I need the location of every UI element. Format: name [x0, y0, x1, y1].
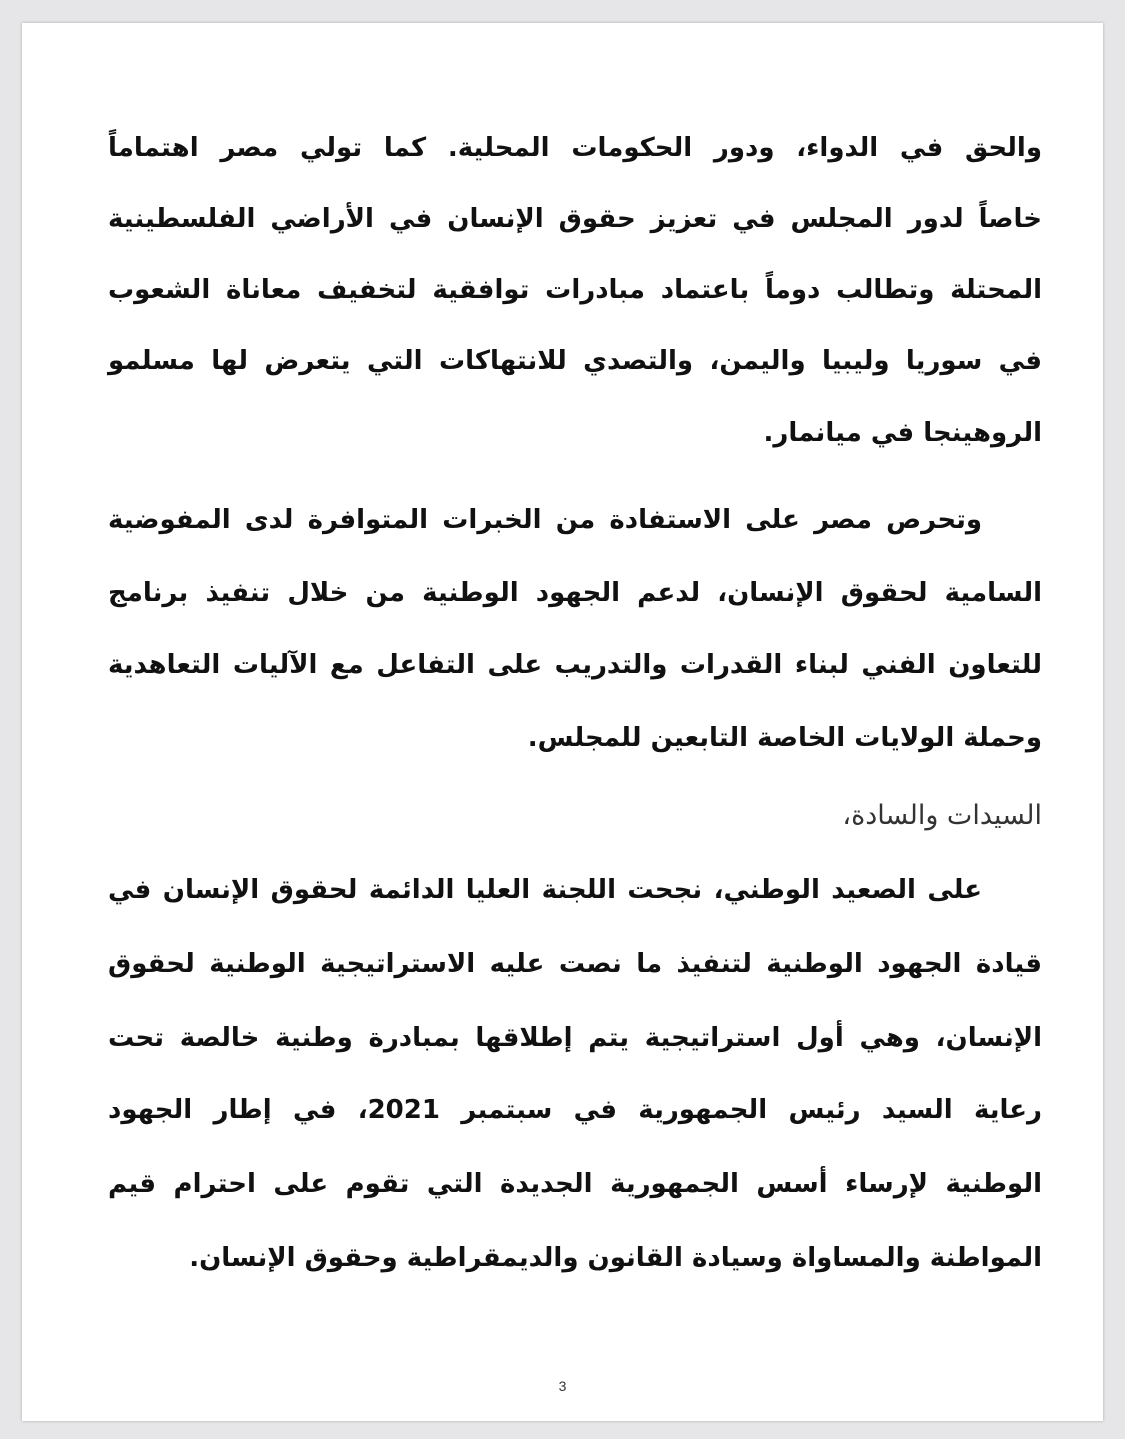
salutation: السيدات والسادة،: [842, 800, 1042, 831]
document-page: [22, 23, 1103, 1421]
paragraph-1-line: في سوريا وليبيا واليمن، والتصدي للانتهاكات التي يتعرض لها مسلمو: [108, 346, 1042, 376]
paragraph-3-line: رعاية السيد رئيس الجمهورية في سبتمبر 2021، في إطار الجهود: [108, 1095, 1043, 1125]
paragraph-1-line: المحتلة وتطالب دوماً باعتماد مبادرات توافقية لتخفيف معاناة الشعوب: [108, 275, 1042, 305]
paragraph-2-line: للتعاون الفني لبناء القدرات والتدريب على التفاعل مع الآليات التعاهدية: [108, 650, 1042, 680]
paragraph-2-line: السامية لحقوق الإنسان، لدعم الجهود الوطنية من خلال تنفيذ برنامج: [108, 578, 1042, 608]
paragraph-2-line: وحملة الولايات الخاصة التابعين للمجلس.: [527, 723, 1042, 753]
paragraph-3-line: الإنسان، وهي أول استراتيجية يتم إطلاقها بمبادرة وطنية خالصة تحت: [108, 1023, 1042, 1053]
paragraph-3-line: على الصعيد الوطني، نجحت اللجنة العليا الدائمة لحقوق الإنسان في: [108, 875, 982, 905]
paragraph-1-line: خاصاً لدور المجلس في تعزيز حقوق الإنسان في الأراضي الفلسطينية: [108, 204, 1042, 234]
paragraph-1-line: والحق في الدواء، ودور الحكومات المحلية. كما تولي مصر اهتماماً: [108, 133, 1042, 163]
paragraph-2-line: وتحرص مصر على الاستفادة من الخبرات المتوافرة لدى المفوضية: [108, 505, 982, 535]
paragraph-1-line: الروهينجا في ميانمار.: [763, 418, 1042, 448]
paragraph-3-line: الوطنية لإرساء أسس الجمهورية الجديدة التي تقوم على احترام قيم: [108, 1169, 1042, 1199]
paragraph-3-line: المواطنة والمساواة وسيادة القانون والديمقراطية وحقوق الإنسان.: [189, 1243, 1042, 1273]
paragraph-3-line: قيادة الجهود الوطنية لتنفيذ ما نصت عليه الاستراتيجية الوطنية لحقوق: [108, 949, 1042, 979]
page-number: 3: [558, 1378, 567, 1394]
